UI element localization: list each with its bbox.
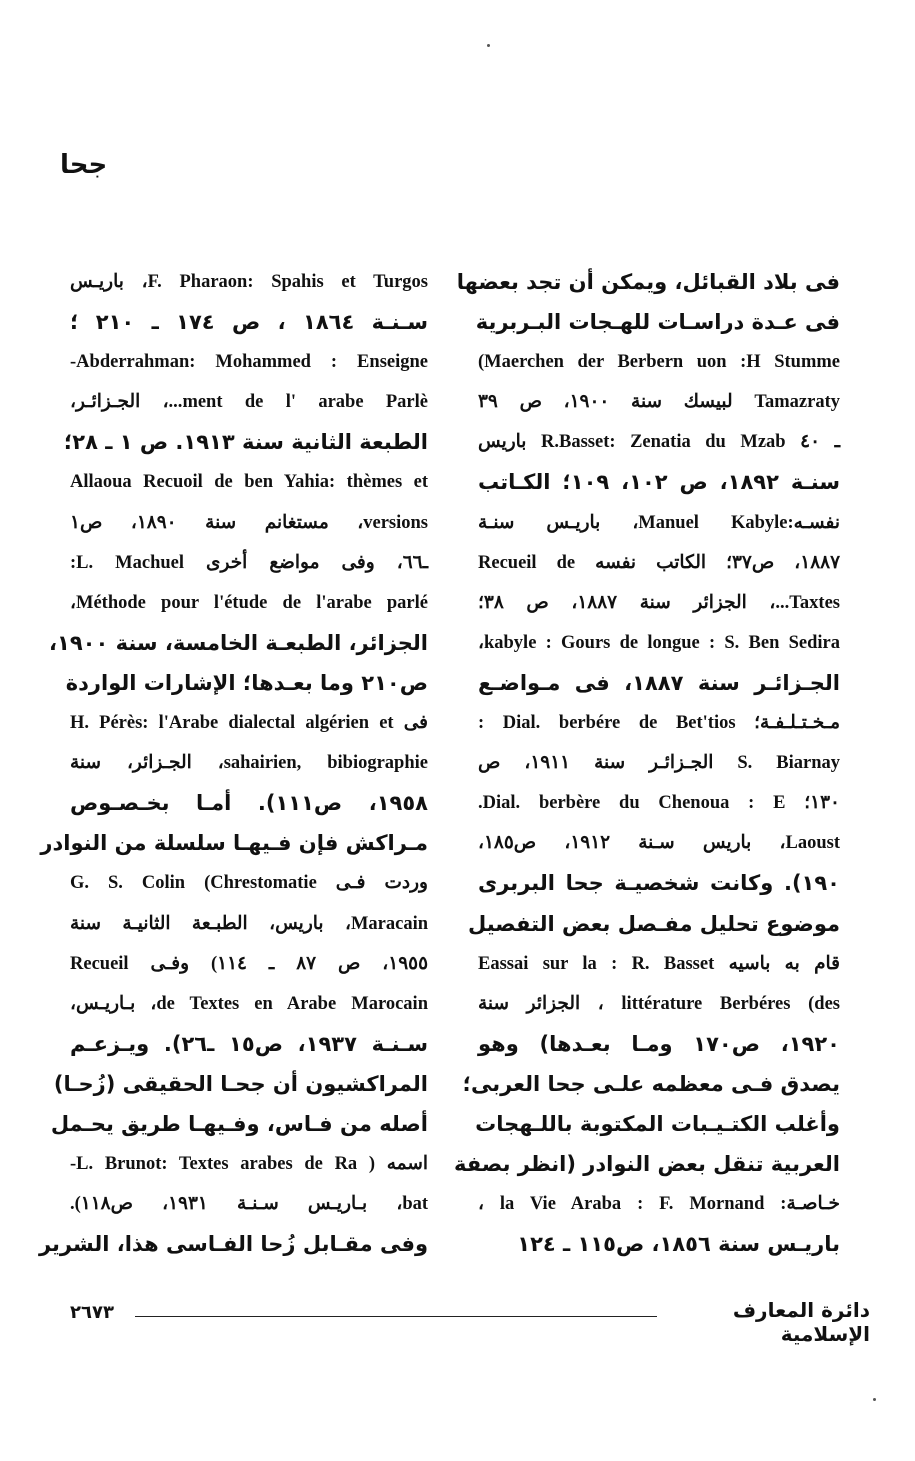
left-column-line: الطبعة الثانية سنة ١٩١٣. ص ١ ـ ٢٨؛ [63,430,428,455]
left-column-line: ـ٦٦، وفى مواضع أخرى L. Machuel: [70,552,428,573]
left-column-line: versions، مستغانم سنة ١٨٩٠، ص١ [70,512,428,533]
right-column-line: نفسـه:Manuel Kabyle، باريـس سنـة [478,512,840,533]
right-column-line: العربية تنقل بعض النوادر (انظر بصفة [454,1152,840,1177]
right-column-line: الجـزائـر سنة ١٨٨٧، فى مـواضـع [478,670,840,695]
scan-speck [873,1398,876,1401]
left-column-line: ment de l' arabe Parlè...، الجـزائـر، [70,392,428,413]
right-column-line: ـ ٤٠ R.Basset: Zenatia du Mzab باريس [478,432,841,453]
right-column-line: مـخـتـلـفـة؛ Dial. berbére de Bet'tios : [478,713,840,734]
right-column-line: خـاصـة: la Vie Araba : F. Mornand ، [478,1194,840,1215]
right-column-line: Maerchen der Berbern uon :H Stumme) [478,352,840,373]
right-column-line: Taxtes...، الجزائر سنة ١٨٨٧، ص ٣٨؛ [478,592,840,613]
right-column-line: سنـة ١٨٩٢، ص ١٠٢، ١٠٩؛ الكـاتب [478,470,841,495]
right-column-line: فى بلاد القبائل، ويمكن أن تجد بعضها [456,270,840,294]
left-column-line: الجزائر، الطبعـة الخامسة، سنة ١٩٠٠، [49,630,428,655]
running-title: جحا [60,150,108,180]
left-column-line: وردت فـى G. S. Colin (Chrestomatie [70,873,428,894]
right-column-line: ١٣٠؛ Dial. berbère du Chenoua : E. [478,793,840,814]
left-column-line: Abderrahman: Mohammed : Enseigne- [70,352,428,373]
left-column-line: سـنـة ١٨٦٤ ، ص ١٧٤ ـ ٢١٠ ؛ [70,310,428,335]
right-column-line: فى عـدة دراسـات للهـجات البـربرية [475,310,840,335]
left-column-line: فى H. Pérès: l'Arabe dialectal algérien et [70,713,429,734]
left-column-line: Allaoua Recuoil de ben Yahia: thèmes et [70,472,428,493]
left-column-line: مـراكش فإن فـيهـا سلسلة من النوادر [40,831,428,856]
right-column-line: باريـس سنة ١٨٥٦، ص١١٥ ـ ١٢٤ [517,1232,840,1257]
left-column-line: F. Pharaon: Spahis et Turgos، باريـس [70,272,428,292]
right-column-line: ١٨٨٧، ص٣٧؛ الكاتب نفسه Recueil de [478,552,841,573]
left-column-line: أصله من فـاس، وفـيهـا طريق يحـمل [50,1111,428,1136]
right-column-line: kabyle : Gours de longue : S. Ben Sedira، [478,632,840,653]
right-column [454,262,841,1264]
left-column-line: ١٩٥٨، ص١١١). أمـا بخـصـوص [70,791,428,816]
footer-rule [135,1316,657,1317]
scan-speck [487,44,490,47]
left-column-line: ص٢١٠ وما بعـدها؛ الإشارات الواردة [65,670,428,695]
left-column-line: de Textes en Arabe Marocain، بـاريـس، [70,993,428,1014]
right-column-line: littérature Berbéres (des ، الجزائر سنة [478,993,840,1014]
left-column-line: Méthode pour l'étude de l'arabe parlé، [70,592,428,613]
left-column-line: ١٩٥٥، ص ٨٧ ـ ١١٤) وفـى Recueil [70,953,429,974]
right-column-line: قام به باسيه Eassai sur la : R. Basset [478,953,841,974]
left-column-line: وفى مقـابل زُحا الفـاسى هذا، الشرير [38,1232,428,1257]
right-column-line: S. Biarnay الجـزائـر سنة ١٩١١، ص [478,753,840,774]
footer-publication-title: دائرة المعارف الإسلامية [732,1298,870,1346]
page-number: ٢٦٧٣ [70,1302,114,1323]
right-column-line: ١٩٠). وكانت شخصيـة جحا البربرى [478,871,840,896]
left-column-line: اسمه ( L. Brunot: Textes arabes de Ra- [70,1154,428,1175]
right-column-line: Laoust، باريس سـنة ١٩١٢، ص١٨٥، [478,833,840,854]
right-column-line: يصدق فـى معظمه علـى جحا العربى؛ [462,1071,840,1096]
left-column-line: bat، بـاريـس سـنـة ١٩٣١، ص١١٨). [70,1194,429,1215]
right-column-line: ١٩٢٠، ص١٧٠ ومـا بعـدها) وهو [478,1031,841,1056]
left-column-line: Maracain، باريس، الطبـعة الثانيـة سنة [70,913,428,934]
left-column-line: sahairien, bibiographie، الجـزائر، سنة [70,753,428,774]
left-column [38,262,429,1264]
left-column-line: سـنـة ١٩٣٧، ص١٥ ـ٢٦). ويـزعـم [70,1031,428,1056]
right-column-line: Tamazraty لبيسك سنة ١٩٠٠، ص ٣٩ [478,392,840,413]
right-column-line: موضوع تحليل مفـصل بعض التفصيل [467,911,840,936]
left-column-line: المراكشيون أن جحـا الحقيقى (زُحـا) [53,1071,428,1096]
right-column-line: وأغلب الكتـيـبات المكتوبة باللـهجات [475,1111,840,1136]
